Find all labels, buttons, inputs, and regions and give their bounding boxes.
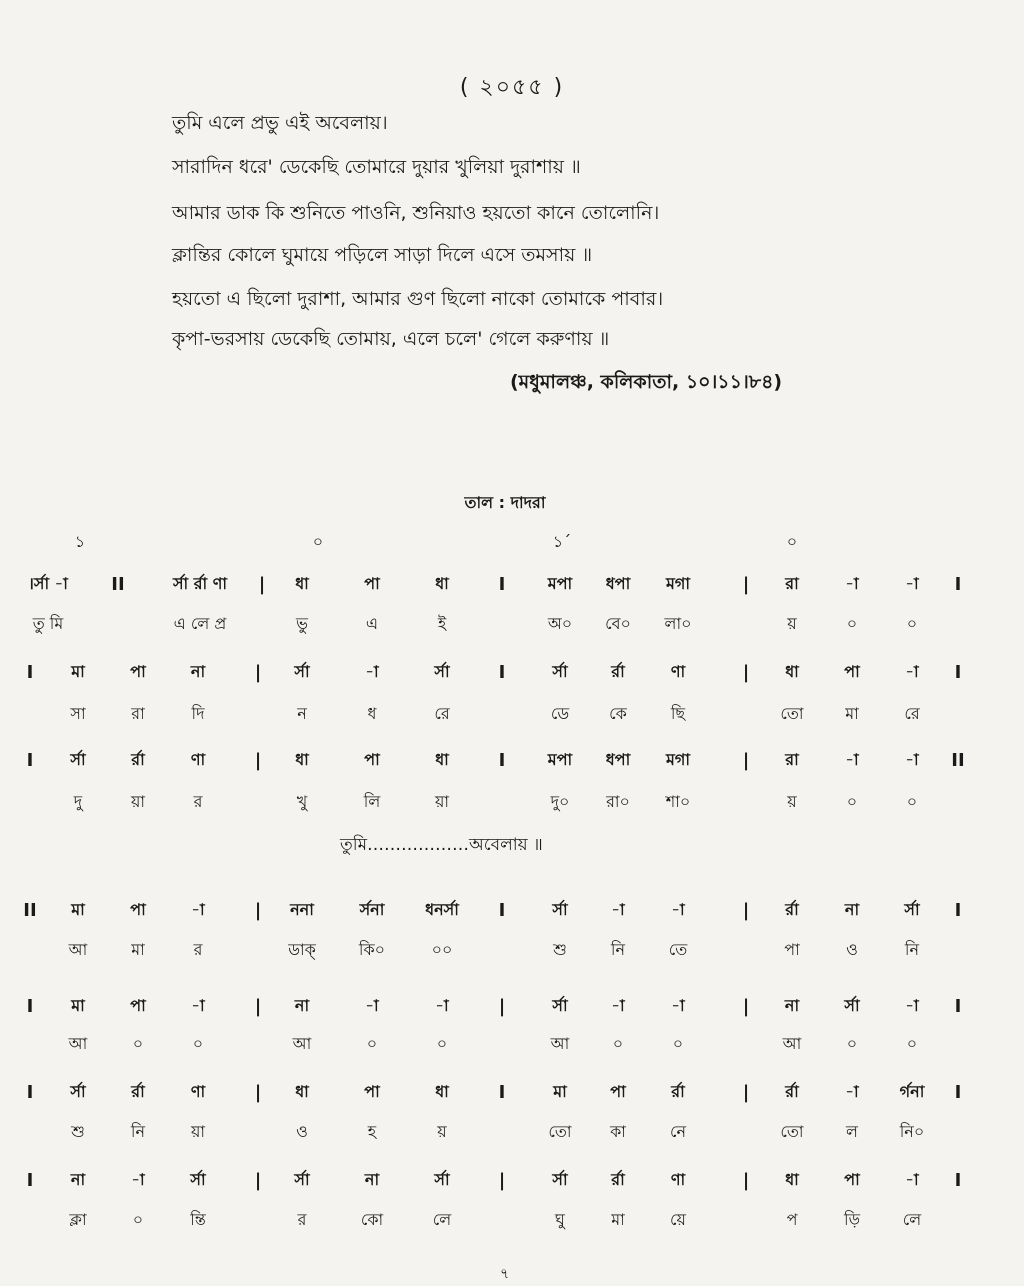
- sargam-note: পা: [844, 1170, 860, 1189]
- bar-line: |: [498, 1170, 506, 1191]
- bar-line: |: [254, 750, 262, 771]
- footer-mark: ৭: [500, 1266, 510, 1282]
- sargam-note: পা: [130, 996, 146, 1015]
- sargam-note: ণা: [670, 662, 686, 681]
- bar-line: II: [23, 900, 37, 921]
- sargam-note: র্রা: [611, 662, 625, 681]
- sargam-note: না: [844, 900, 860, 919]
- sargam-note: র্রা: [131, 750, 145, 769]
- syllable: শা০: [665, 792, 691, 811]
- sargam-note: -া: [905, 574, 919, 593]
- sargam-note: র্সা: [434, 662, 450, 681]
- syllable: ০: [846, 1034, 858, 1053]
- lyric-line: কৃপা-ভরসায় ডেকেছি তোমায়, এলে চলে' গেলে করুণায় ॥: [172, 328, 610, 350]
- sargam-note: -া: [905, 1170, 919, 1189]
- sargam-note: ধা: [785, 1170, 799, 1189]
- beat-marker: ১´: [552, 532, 572, 551]
- bar-line: I: [954, 574, 962, 595]
- sargam-note: র্সা: [190, 1170, 206, 1189]
- sargam-note: র্সা: [904, 900, 920, 919]
- sargam-note: পা: [364, 750, 380, 769]
- sargam-note: ধা: [295, 750, 309, 769]
- bar-line: |: [742, 1082, 750, 1103]
- syllable: রা০: [606, 792, 630, 811]
- syllable: ভু: [296, 614, 308, 633]
- syllable: ০: [436, 1034, 448, 1053]
- syllable: নি: [130, 1122, 146, 1141]
- sargam-note: ধনর্সা: [425, 900, 459, 919]
- bar-line: I: [26, 750, 34, 771]
- bar-line: |: [254, 900, 262, 921]
- syllable: তো: [780, 704, 804, 723]
- source-citation: (মধুমালঞ্চ, কলিকাতা, ১০।১১।৮৪): [510, 371, 783, 393]
- syllable: কো: [360, 1210, 384, 1229]
- syllable: তো: [780, 1122, 804, 1141]
- syllable: র: [193, 940, 203, 959]
- sargam-note: -া: [611, 996, 625, 1015]
- beat-marker: ১: [74, 532, 86, 551]
- syllable: নি: [610, 940, 626, 959]
- sargam-note: না: [70, 1170, 86, 1189]
- sargam-note: ণা: [190, 1082, 206, 1101]
- sargam-note: না: [294, 996, 310, 1015]
- sargam-note: র্রা: [785, 900, 799, 919]
- sargam-note: র্সনা: [359, 900, 385, 919]
- syllable: কি০: [358, 940, 386, 959]
- sargam-note: মা: [71, 996, 85, 1015]
- syllable: আ: [292, 1034, 312, 1053]
- syllable: ই: [437, 614, 447, 633]
- syllable: দু: [73, 792, 83, 811]
- syllable: য়: [787, 792, 797, 811]
- bar-line: |: [254, 662, 262, 683]
- syllable: য়ে: [670, 1210, 686, 1229]
- bar-line: |: [254, 1170, 262, 1191]
- sargam-note: ননা: [290, 900, 314, 919]
- sargam-note: র্রা: [131, 1082, 145, 1101]
- bar-line: |: [254, 1082, 262, 1103]
- bar-line: I: [954, 662, 962, 683]
- syllable: র: [297, 1210, 307, 1229]
- sargam-note: র্সা: [552, 996, 568, 1015]
- syllable: লি: [363, 792, 381, 811]
- tala-heading: তাল : দাদরা: [464, 493, 546, 512]
- bar-line: |: [742, 996, 750, 1017]
- syllable: ০: [366, 1034, 378, 1053]
- lyric-line: হয়তো এ ছিলো দুরাশা, আমার গুণ ছিলো নাকো তোমাকে পাবার।: [172, 288, 664, 310]
- syllable: ০: [672, 1034, 684, 1053]
- bar-line: I: [26, 996, 34, 1017]
- lyric-line: আমার ডাক কি শুনিতে পাওনি, শুনিয়াও হয়তো কানে তোলোনি।: [172, 202, 660, 224]
- bar-line: I: [498, 750, 506, 771]
- sargam-note: পা: [130, 662, 146, 681]
- sargam-note: মা: [71, 900, 85, 919]
- sargam-note: ধপা: [605, 750, 631, 769]
- sargam-note: ধা: [435, 1082, 449, 1101]
- sargam-note: র্সা: [70, 750, 86, 769]
- bar-line: |: [742, 750, 750, 771]
- syllable: রা: [131, 704, 145, 723]
- sargam-note: -া: [611, 900, 625, 919]
- sargam-note: ধা: [295, 574, 309, 593]
- syllable: ল: [846, 1122, 858, 1141]
- syllable: য়া: [434, 792, 450, 811]
- bar-line: |: [254, 996, 262, 1017]
- syllable: শু: [553, 940, 567, 959]
- syllable: নি: [904, 940, 920, 959]
- sargam-note: পা: [364, 1082, 380, 1101]
- lyric-line: তুমি এলে প্রভু এই অবেলায়।: [172, 112, 388, 134]
- bar-line: |: [742, 900, 750, 921]
- sargam-note: র্সা: [294, 662, 310, 681]
- syllable: ছি: [670, 704, 686, 723]
- sargam-note: র্সা: [294, 1170, 310, 1189]
- syllable: শু: [71, 1122, 85, 1141]
- syllable: মা: [611, 1210, 625, 1229]
- sargam-note: ণা: [670, 1170, 686, 1189]
- syllable: রে: [434, 704, 450, 723]
- sargam-note: মগা: [665, 574, 691, 593]
- syllable: ডাক্: [288, 940, 316, 959]
- syllable: ০০: [431, 940, 453, 959]
- sargam-note: -া: [905, 996, 919, 1015]
- syllable: এ: [365, 614, 379, 633]
- syllable: তে: [668, 940, 688, 959]
- sargam-note: -া: [905, 662, 919, 681]
- syllable: দি: [191, 704, 205, 723]
- bar-line: I: [954, 1082, 962, 1103]
- syllable: রে: [904, 704, 920, 723]
- bar-line: I: [498, 574, 506, 595]
- syllable: আ: [68, 1034, 88, 1053]
- beat-marker: ০: [786, 532, 798, 551]
- sargam-note: -া: [905, 750, 919, 769]
- syllable: ০: [906, 792, 918, 811]
- lyric-line: ক্লান্তির কোলে ঘুমায়ে পড়িলে সাড়া দিলে এসে তমসায় ॥: [172, 244, 593, 266]
- sargam-note: রা: [785, 750, 799, 769]
- lyric-line: সারাদিন ধরে' ডেকেছি তোমারে দুয়ার খুলিয়া দুরাশায় ॥: [172, 156, 581, 178]
- bar-line: |: [258, 574, 266, 595]
- syllable: ও: [846, 940, 858, 959]
- sargam-note: পা: [844, 662, 860, 681]
- syllable: ০: [192, 1034, 204, 1053]
- sargam-note: ধা: [435, 574, 449, 593]
- syllable: ও: [296, 1122, 308, 1141]
- syllable: প: [786, 1210, 798, 1229]
- syllable: ডে: [550, 704, 570, 723]
- sargam-note: র্রা: [611, 1170, 625, 1189]
- syllable: য়: [437, 1122, 447, 1141]
- syllable: ০: [132, 1210, 144, 1229]
- sargam-note: না: [364, 1170, 380, 1189]
- sargam-note: -া: [191, 996, 205, 1015]
- syllable: হ: [367, 1122, 377, 1141]
- sargam-note: র্রা: [785, 1082, 799, 1101]
- sargam-note: মপা: [547, 574, 573, 593]
- syllable: ধ: [367, 704, 377, 723]
- syllable: ন: [297, 704, 307, 723]
- page-number: ( ২০৫৫ ): [459, 75, 565, 100]
- syllable: য়া: [190, 1122, 206, 1141]
- bar-line: II: [111, 574, 125, 595]
- syllable: দু০: [550, 792, 570, 811]
- syllable: নি০: [899, 1122, 925, 1141]
- sargam-note: ধা: [435, 750, 449, 769]
- sargam-note: -া: [365, 662, 379, 681]
- sargam-note: মা: [553, 1082, 567, 1101]
- sargam-note: ধা: [785, 662, 799, 681]
- sargam-note: -া: [435, 996, 449, 1015]
- syllable: মা: [131, 940, 145, 959]
- sargam-note: র্সা: [552, 662, 568, 681]
- sargam-note: পা: [130, 900, 146, 919]
- bar-line: |: [498, 996, 506, 1017]
- sargam-note: র্গনা: [899, 1082, 925, 1101]
- sargam-note: পা: [364, 574, 380, 593]
- syllable: র: [193, 792, 203, 811]
- sargam-note: র্সা: [844, 996, 860, 1015]
- syllable: এ লে প্র: [173, 614, 227, 633]
- sargam-note: র্সা: [552, 1170, 568, 1189]
- sargam-note: ।র্সা -া: [28, 574, 68, 593]
- syllable: লে: [902, 1210, 922, 1229]
- sargam-note: না: [190, 662, 206, 681]
- syllable: ০: [846, 792, 858, 811]
- syllable: ০: [612, 1034, 624, 1053]
- syllable: মা: [845, 704, 859, 723]
- sargam-note: -া: [845, 750, 859, 769]
- sargam-note: রা: [785, 574, 799, 593]
- syllable: লা০: [664, 614, 692, 633]
- sargam-note: র্সা: [552, 900, 568, 919]
- sargam-note: মপা: [547, 750, 573, 769]
- syllable: য়: [787, 614, 797, 633]
- bar-line: |: [742, 1170, 750, 1191]
- bar-line: I: [954, 1170, 962, 1191]
- syllable: ০: [906, 614, 918, 633]
- syllable: ০: [846, 614, 858, 633]
- syllable: আ: [68, 940, 88, 959]
- sargam-note: -া: [845, 1082, 859, 1101]
- sargam-note: -া: [845, 574, 859, 593]
- sargam-note: পা: [610, 1082, 626, 1101]
- bar-line: I: [26, 1082, 34, 1103]
- syllable: ০: [906, 1034, 918, 1053]
- bar-line: I: [954, 996, 962, 1017]
- sargam-note: মগা: [665, 750, 691, 769]
- syllable: কা: [610, 1122, 626, 1141]
- syllable: বে০: [605, 614, 631, 633]
- sargam-note: র্সা: [434, 1170, 450, 1189]
- syllable: তু মি: [32, 614, 64, 633]
- syllable: ০: [132, 1034, 144, 1053]
- syllable: আ: [550, 1034, 570, 1053]
- syllable: সা: [70, 704, 86, 723]
- bar-line: |: [742, 662, 750, 683]
- syllable: আ: [782, 1034, 802, 1053]
- syllable: পা: [784, 940, 800, 959]
- bar-line: I: [26, 662, 34, 683]
- syllable: খু: [296, 792, 308, 811]
- sargam-note: ধপা: [605, 574, 631, 593]
- sargam-note: -া: [671, 996, 685, 1015]
- syllable: নে: [669, 1122, 687, 1141]
- syllable: কে: [609, 704, 627, 723]
- bar-line: I: [498, 662, 506, 683]
- bar-line: I: [498, 900, 506, 921]
- bar-line: II: [951, 750, 965, 771]
- syllable: তো: [548, 1122, 572, 1141]
- syllable: অ০: [547, 614, 573, 633]
- sargam-note: মা: [71, 662, 85, 681]
- syllable: ঘু: [555, 1210, 565, 1229]
- sargam-note: -া: [671, 900, 685, 919]
- beat-marker: ০: [312, 532, 324, 551]
- sargam-note: ধা: [295, 1082, 309, 1101]
- sargam-note: -া: [365, 996, 379, 1015]
- bar-line: I: [954, 900, 962, 921]
- sargam-note: ণা: [190, 750, 206, 769]
- sargam-note: র্রা: [671, 1082, 685, 1101]
- syllable: ক্লা: [69, 1210, 87, 1229]
- interlude-line: তুমি………………অবেলায় ॥: [340, 835, 543, 855]
- sargam-note: না: [784, 996, 800, 1015]
- bar-line: I: [498, 1082, 506, 1103]
- syllable: ন্তি: [190, 1210, 206, 1229]
- sargam-note: -া: [131, 1170, 145, 1189]
- sargam-note: র্সা র্রা ণা: [172, 574, 228, 593]
- sargam-note: -া: [191, 900, 205, 919]
- syllable: লে: [432, 1210, 452, 1229]
- bar-line: I: [26, 1170, 34, 1191]
- bar-line: |: [742, 574, 750, 595]
- syllable: য়া: [130, 792, 146, 811]
- sargam-note: র্সা: [70, 1082, 86, 1101]
- syllable: ড়ি: [843, 1210, 861, 1229]
